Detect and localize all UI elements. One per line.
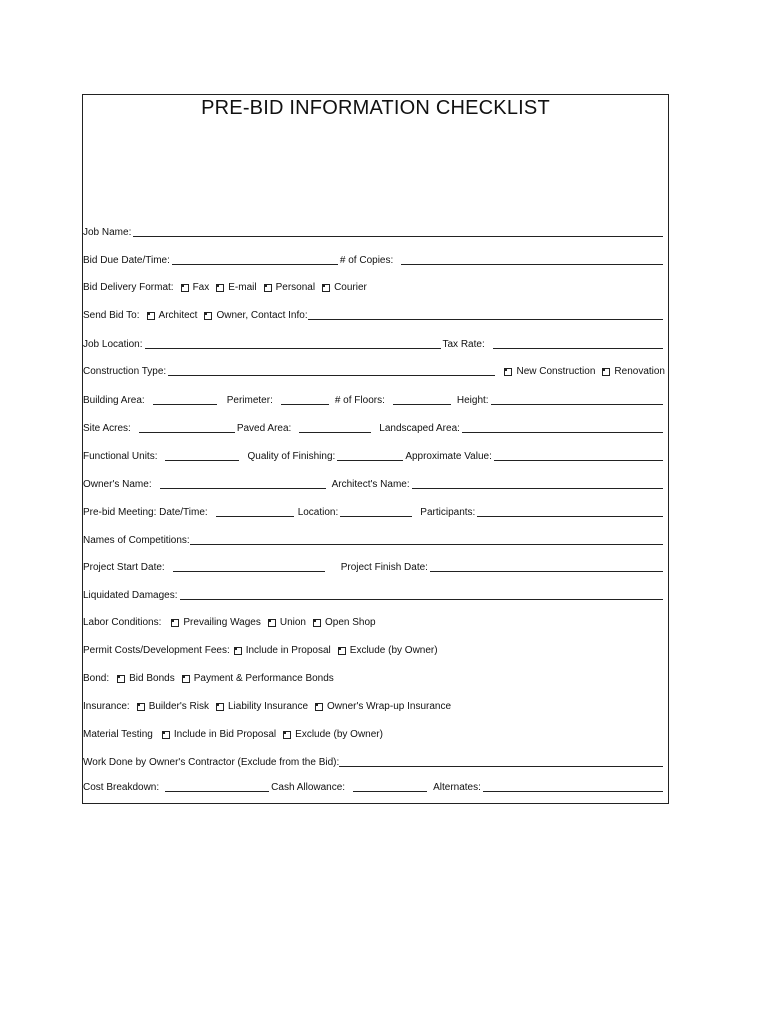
owners-name-field[interactable] — [160, 488, 326, 489]
option-builders-risk[interactable]: Builder's Risk — [137, 701, 209, 713]
project-finish-field[interactable] — [430, 571, 663, 572]
height-label: Height: — [456, 395, 489, 406]
project-finish-label: Project Finish Date: — [340, 562, 428, 573]
checkbox-icon — [216, 703, 224, 711]
row-work-by-owner — [83, 755, 665, 769]
option-owners-wrapup[interactable]: Owner's Wrap-up Insurance — [315, 701, 451, 713]
checkbox-icon — [283, 731, 291, 739]
send-bid-to-label: Send Bid To: — [83, 310, 140, 321]
owners-name-label: Owner's Name: — [83, 479, 152, 490]
building-area-field[interactable] — [153, 404, 217, 405]
option-renovation[interactable]: Renovation — [602, 366, 665, 378]
prebid-datetime-field[interactable] — [216, 516, 294, 517]
copies-field[interactable] — [401, 264, 663, 265]
site-acres-field[interactable] — [139, 432, 235, 433]
architects-name-label: Architect's Name: — [331, 479, 410, 490]
row-job-location — [83, 337, 665, 351]
option-payment-performance-bonds[interactable]: Payment & Performance Bonds — [182, 673, 334, 685]
option-exclude-by-owner[interactable]: Exclude (by Owner) — [338, 645, 438, 657]
option-email[interactable]: E-mail — [216, 282, 256, 294]
prebid-meeting-label: Pre-bid Meeting: Date/Time: — [83, 507, 208, 518]
checkbox-icon — [147, 312, 155, 320]
cash-allowance-label: Cash Allowance: — [271, 782, 346, 793]
alternates-label: Alternates: — [433, 782, 481, 793]
work-by-owner-field[interactable] — [339, 766, 663, 767]
bid-due-field[interactable] — [172, 264, 338, 265]
row-send-bid-to — [83, 308, 665, 322]
floors-field[interactable] — [393, 404, 451, 405]
checkbox-icon — [171, 619, 179, 627]
building-area-label: Building Area: — [83, 395, 145, 406]
row-bid-delivery — [83, 280, 665, 294]
participants-label: Participants: — [420, 507, 476, 518]
functional-units-label: Functional Units: — [83, 451, 158, 462]
checkbox-icon — [313, 619, 321, 627]
construction-type-field[interactable] — [168, 375, 495, 376]
quality-finishing-label: Quality of Finishing: — [247, 451, 336, 462]
landscaped-area-field[interactable] — [462, 432, 663, 433]
row-competitions — [83, 533, 665, 547]
option-courier[interactable]: Courier — [322, 282, 367, 294]
checkbox-icon — [338, 647, 346, 655]
row-site-acres — [83, 421, 665, 435]
form-title: PRE-BID INFORMATION CHECKLIST — [201, 97, 550, 119]
quality-finishing-field[interactable] — [337, 460, 403, 461]
liquidated-damages-label: Liquidated Damages: — [83, 590, 178, 601]
row-functional-units — [83, 449, 665, 463]
row-insurance — [83, 699, 665, 713]
checkbox-icon — [137, 703, 145, 711]
tax-rate-field[interactable] — [493, 348, 663, 349]
checkbox-icon — [234, 647, 242, 655]
approx-value-field[interactable] — [494, 460, 663, 461]
checkbox-icon — [322, 284, 330, 292]
perimeter-field[interactable] — [281, 404, 329, 405]
site-acres-label: Site Acres: — [83, 423, 131, 434]
paved-area-label: Paved Area: — [236, 423, 292, 434]
liquidated-damages-field[interactable] — [180, 599, 663, 600]
checkbox-icon — [181, 284, 189, 292]
option-new-construction[interactable]: New Construction — [504, 366, 595, 378]
row-material-testing — [83, 727, 665, 741]
row-construction-type — [83, 364, 665, 378]
option-testing-exclude-by-owner[interactable]: Exclude (by Owner) — [283, 729, 383, 741]
bond-label: Bond: — [83, 673, 110, 684]
row-owners-name — [83, 477, 665, 491]
checkbox-icon — [182, 675, 190, 683]
row-bid-due — [83, 253, 665, 267]
checkbox-icon — [264, 284, 272, 292]
location-field[interactable] — [340, 516, 412, 517]
alternates-field[interactable] — [483, 791, 663, 792]
project-start-field[interactable] — [173, 571, 325, 572]
checkbox-icon — [602, 368, 610, 376]
row-cost-breakdown — [83, 780, 665, 794]
location-label: Location: — [297, 507, 339, 518]
option-liability-insurance[interactable]: Liability Insurance — [216, 701, 308, 713]
option-include-in-bid-proposal[interactable]: Include in Bid Proposal — [162, 729, 276, 741]
option-personal[interactable]: Personal — [264, 282, 315, 294]
row-liquidated-damages — [83, 588, 665, 602]
row-bond — [83, 671, 665, 685]
insurance-label: Insurance: — [83, 701, 130, 712]
option-include-in-proposal[interactable]: Include in Proposal — [234, 645, 331, 657]
row-prebid-meeting — [83, 505, 665, 519]
permit-costs-label: Permit Costs/Development Fees: — [83, 645, 230, 656]
height-field[interactable] — [491, 404, 663, 405]
option-owner-contact[interactable]: Owner, Contact Info: — [204, 310, 307, 322]
checkbox-icon — [315, 703, 323, 711]
work-by-owner-label: Work Done by Owner's Contractor (Exclude from the Bid): — [83, 757, 340, 768]
job-name-field[interactable] — [133, 236, 663, 237]
approx-value-label: Approximate Value: — [405, 451, 492, 462]
owner-contact-field[interactable] — [308, 319, 663, 320]
landscaped-area-label: Landscaped Area: — [379, 423, 460, 434]
material-testing-label: Material Testing — [83, 729, 153, 740]
option-prevailing-wages[interactable]: Prevailing Wages — [171, 617, 260, 629]
row-job-name — [83, 225, 665, 239]
option-bid-bonds[interactable]: Bid Bonds — [117, 673, 175, 685]
checkbox-icon — [504, 368, 512, 376]
architects-name-field[interactable] — [412, 488, 663, 489]
paved-area-field[interactable] — [299, 432, 371, 433]
bid-due-label: Bid Due Date/Time: — [83, 255, 170, 266]
competitions-field[interactable] — [190, 544, 663, 545]
checkbox-icon — [204, 312, 212, 320]
perimeter-label: Perimeter: — [226, 395, 273, 406]
row-building-area — [83, 393, 665, 407]
row-project-dates — [83, 560, 665, 574]
row-permit-costs — [83, 643, 665, 657]
labor-conditions-label: Labor Conditions: — [83, 617, 162, 628]
option-union[interactable]: Union — [268, 617, 306, 629]
functional-units-field[interactable] — [165, 460, 239, 461]
checklist-form — [82, 94, 669, 804]
checkbox-icon — [117, 675, 125, 683]
option-open-shop[interactable]: Open Shop — [313, 617, 376, 629]
participants-field[interactable] — [477, 516, 663, 517]
job-name-label: Job Name: — [83, 227, 132, 238]
floors-label: # of Floors: — [334, 395, 385, 406]
competitions-label: Names of Competitions: — [83, 535, 190, 546]
copies-label: # of Copies: — [339, 255, 394, 266]
job-location-field[interactable] — [145, 348, 441, 349]
row-labor-conditions — [83, 615, 665, 629]
checkbox-icon — [162, 731, 170, 739]
construction-type-label: Construction Type: — [83, 366, 167, 377]
option-fax[interactable]: Fax — [181, 282, 210, 294]
tax-rate-label: Tax Rate: — [442, 339, 485, 350]
bid-delivery-label: Bid Delivery Format: — [83, 282, 174, 293]
cash-allowance-field[interactable] — [353, 791, 427, 792]
checkbox-icon — [216, 284, 224, 292]
cost-breakdown-field[interactable] — [165, 791, 269, 792]
cost-breakdown-label: Cost Breakdown: — [83, 782, 160, 793]
checkbox-icon — [268, 619, 276, 627]
project-start-label: Project Start Date: — [83, 562, 165, 573]
option-architect[interactable]: Architect — [147, 310, 198, 322]
job-location-label: Job Location: — [83, 339, 143, 350]
